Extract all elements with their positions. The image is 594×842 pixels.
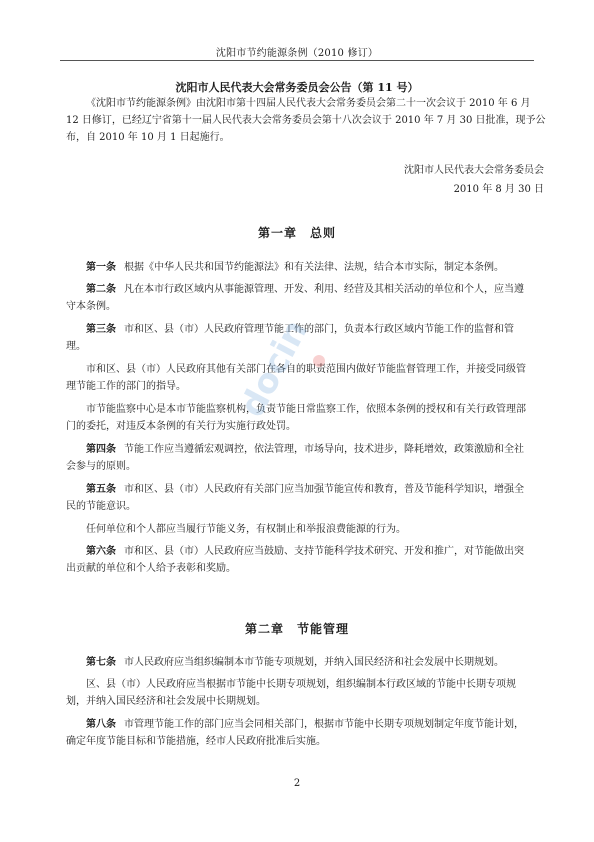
running-header: 沈阳市节约能源条例（2010 修订） [215, 48, 379, 59]
article-text: 根据《中华人民共和国节约能源法》和有关法律、法规，结合本市实际，制定本条例。 [124, 262, 504, 273]
notice-issuer: 沈阳市人民代表大会常务委员会 [404, 165, 544, 176]
article-8 [66, 716, 550, 750]
article-text: 理。 [66, 341, 86, 352]
notice-title: 沈阳市人民代表大会常务委员会公告（第 11 号） [175, 81, 419, 94]
article-1 [66, 259, 550, 276]
paragraph-text: 任何单位和个人都应当履行节能义务，有权制止和举报浪费能源的行为。 [86, 524, 406, 535]
paragraph-text: 理节能工作的部门的指导。 [66, 381, 186, 392]
article-text: 市和区、县（市）人民政府管理节能工作的部门，负责本行政区域内节能工作的监督和管 [124, 324, 514, 335]
paragraph-text: 门的委托，对违反本条例的有关行为实施行政处罚。 [66, 421, 296, 432]
paragraph-text: 划，并纳入国民经济和社会发展中长期规划。 [66, 696, 266, 707]
article-text: 确定年度节能目标和节能措施，经市人民政府批准后实施。 [66, 736, 326, 747]
notice-line-2: 12 日修订，已经辽宁省第十一届人民代表大会常务委员会第十八次会议于 2010 年 7 月 30 日批准，现予公 [66, 115, 546, 126]
article-text: 民的节能意识。 [66, 501, 136, 512]
notice-body [66, 95, 550, 146]
article-text: 凡在本市行政区域内从事能源管理、开发、利用、经营及其相关活动的单位和个人，应当遵 [124, 284, 524, 295]
article-label: 第二条 [86, 284, 116, 295]
paragraph-text: 区、县（市）人民政府应当根据市节能中长期专项规划，组织编制本行政区域的节能中长期专项规 [86, 679, 516, 690]
header-divider [60, 60, 534, 61]
article-label: 第一条 [86, 262, 116, 273]
article-label: 第四条 [86, 444, 116, 455]
watermark-dot-icon [313, 355, 325, 367]
article-2 [66, 281, 550, 315]
article-7 [66, 654, 550, 671]
article-text: 市人民政府应当组织编制本市节能专项规划，并纳入国民经济和社会发展中长期规划。 [124, 657, 504, 668]
article-text: 节能工作应当遵循宏观调控，依法管理，市场导向，技术进步，降耗增效，政策激励和全社 [124, 444, 524, 455]
paragraph-5b [66, 521, 550, 538]
article-text: 市和区、县（市）人民政府应当鼓励、支持节能科学技术研究、开发和推广，对节能做出突 [124, 546, 524, 557]
notice-line-1: 《沈阳市节约能源条例》由沈阳市第十四届人民代表大会常务委员会第二十一次会议于 2010 年 6 月 [86, 98, 531, 109]
chapter-1-title: 第一章 总则 [257, 226, 336, 240]
article-4 [66, 441, 550, 475]
paragraph-7b [66, 676, 550, 710]
article-5 [66, 481, 550, 515]
notice-line-3: 布，自 2010 年 10 月 1 日起施行。 [66, 132, 230, 143]
watermark-logo: docin [232, 313, 317, 424]
article-6 [66, 543, 550, 577]
article-text: 市管理节能工作的部门应当会同相关部门，根据市节能中长期专项规划制定年度节能计划， [124, 719, 524, 730]
article-label: 第七条 [86, 657, 116, 668]
article-label: 第八条 [86, 719, 116, 730]
notice-date: 2010 年 8 月 30 日 [453, 184, 544, 195]
page-number: 2 [293, 778, 301, 789]
paragraph-text: 市和区、县（市）人民政府其他有关部门在各自的职责范围内做好节能监督管理工作，并接受同级管 [86, 364, 526, 375]
article-label: 第五条 [86, 484, 116, 495]
article-text: 守本条例。 [66, 301, 116, 312]
chapter-2-title: 第二章 节能管理 [244, 622, 349, 636]
article-text: 市和区、县（市）人民政府有关部门应当加强节能宣传和教育，普及节能科学知识，增强全 [124, 484, 524, 495]
article-text: 出贡献的单位和个人给予表彰和奖励。 [66, 563, 236, 574]
article-text: 会参与的原则。 [66, 461, 136, 472]
article-label: 第六条 [86, 546, 116, 557]
paragraph-text: 市节能监察中心是本市节能监察机构，负责节能日常监察工作，依照本条例的授权和有关行政管理部 [86, 404, 526, 415]
article-label: 第三条 [86, 324, 116, 335]
